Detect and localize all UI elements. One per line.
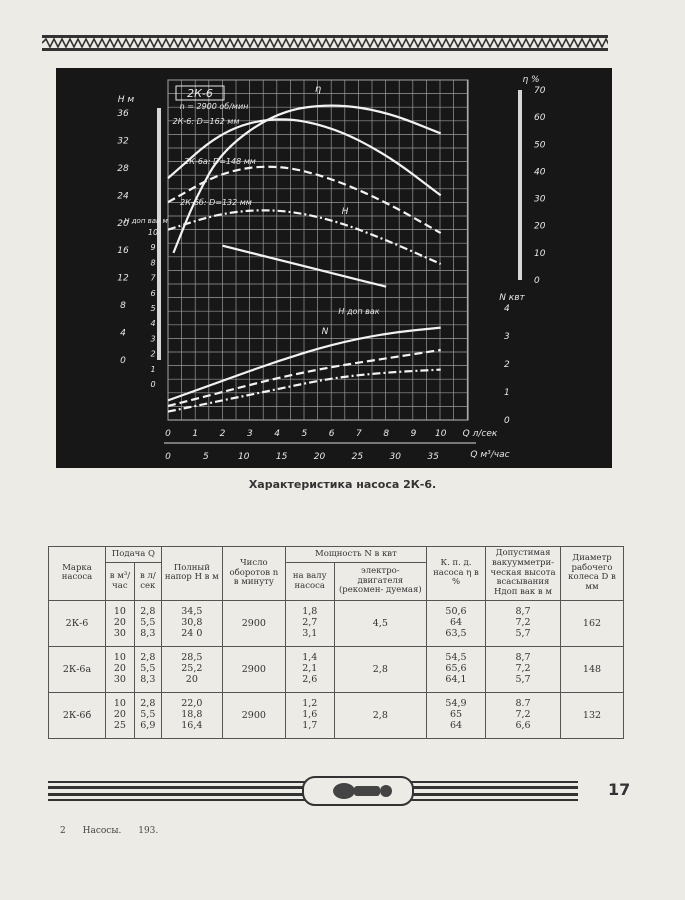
cell-vacuum-height: 8,7 7,2 5,7	[486, 600, 561, 646]
curve-label-2k6b: 2К-6б: D=132 мм	[180, 198, 252, 207]
chart-caption: Характеристика насоса 2К-6.	[248, 478, 437, 491]
marker-Hvac: H доп вак	[338, 307, 380, 316]
tick-eta: 40	[534, 167, 546, 178]
tick-N: 4	[504, 304, 510, 314]
axis-N-label: N квт	[499, 293, 525, 303]
tick-Q-ls: 2	[219, 429, 226, 439]
tick-Hvac: 7	[150, 273, 156, 283]
curve-label-2k6: 2К-6: D=162 мм	[172, 117, 240, 126]
cell-flow-ls: 2,8 5,5 8,3	[134, 600, 161, 646]
tick-N: 0	[504, 416, 510, 426]
cell-head: 28,5 25,2 20	[161, 646, 222, 692]
plot-frame	[168, 80, 468, 420]
cell-flow-m3: 10 20 25	[106, 692, 135, 738]
tick-eta: 0	[534, 276, 540, 286]
tick-eta: 50	[534, 140, 546, 151]
tick-H: 0	[120, 356, 126, 366]
header-flow-ls: в л/сек	[134, 563, 161, 601]
cell-head: 22,0 18,8 16,4	[161, 692, 222, 738]
header-flow: Подача Q	[106, 547, 162, 563]
footer-sheet: 2	[60, 826, 66, 836]
cell-efficiency: 50,6 64 63,5	[427, 600, 486, 646]
tick-Q-m3: 35	[427, 452, 439, 462]
header-power: Мощность N в квт	[285, 547, 426, 563]
cell-diameter: 148	[561, 646, 624, 692]
table-row	[49, 692, 624, 738]
pump-characteristic-chart	[56, 68, 612, 468]
header-motor-power: электро- двигателя (рекомен- дуемая)	[334, 563, 426, 601]
tick-Q-ls: 5	[301, 429, 308, 439]
tick-Hvac: 2	[150, 349, 156, 359]
tick-Hvac: 1	[150, 364, 156, 374]
tick-Q-m3: 0	[165, 452, 171, 462]
tick-eta: 20	[534, 221, 546, 232]
tick-Q-ls: 10	[435, 429, 447, 439]
tick-H: 4	[120, 328, 126, 339]
table-row	[49, 600, 624, 646]
print-footer	[60, 826, 172, 836]
tick-N: 1	[504, 388, 510, 398]
cell-brand: 2К-6б	[49, 692, 106, 738]
tick-Hvac: 5	[150, 304, 156, 313]
cell-vacuum-height: 8,7 7,2 5,7	[486, 646, 561, 692]
pump-data-table	[48, 546, 624, 739]
tick-H: 36	[117, 109, 129, 119]
tick-Q-ls: 4	[274, 429, 280, 439]
axis-Q-m3-label: Q м³/час	[470, 450, 510, 460]
footer-code: 193.	[138, 826, 159, 836]
cell-vacuum-height: 8.7 7,2 6,6	[486, 692, 561, 738]
cell-brand: 2К-6а	[49, 646, 106, 692]
tick-Q-ls: 0	[165, 429, 171, 439]
tick-H: 8	[120, 301, 126, 312]
chart-subtitle: n = 2900 об/мин	[179, 102, 249, 111]
tick-Hvac: 3	[150, 334, 156, 344]
header-diameter: Диаметр рабочего колеса D в мм	[561, 547, 624, 601]
tick-H: 28	[117, 163, 129, 174]
axis-eta-label: η %	[522, 75, 540, 85]
curve-H-доп-вак	[223, 246, 387, 287]
marker-N: N	[321, 327, 329, 337]
cell-efficiency: 54,5 65,6 64,1	[427, 646, 486, 692]
tick-N: 3	[504, 332, 510, 342]
footer-section: Насосы.	[82, 826, 122, 836]
tick-Q-ls: 8	[383, 429, 390, 439]
tick-Hvac: 8	[150, 258, 156, 268]
cell-efficiency: 54,9 65 64	[427, 692, 486, 738]
tick-N: 2	[504, 360, 510, 370]
tick-Q-m3: 10	[238, 452, 250, 462]
tick-eta: 30	[534, 194, 546, 205]
cell-flow-m3: 10 20 30	[106, 646, 135, 692]
cell-flow-m3: 10 20 30	[106, 600, 135, 646]
cell-motor-power: 2,8	[334, 646, 426, 692]
header-shaft-power: на валу насоса	[285, 563, 334, 601]
cell-speed: 2900	[222, 692, 285, 738]
marker-H: H	[341, 207, 349, 217]
tick-H: 12	[117, 273, 129, 284]
header-brand: Марка насоса	[49, 547, 106, 601]
tick-H: 24	[117, 191, 129, 202]
cell-brand: 2К-6	[49, 600, 106, 646]
tick-H: 16	[117, 246, 129, 257]
header-efficiency: К. п. д. насоса η в %	[427, 547, 486, 601]
axis-Q-ls-label: Q л/сек	[462, 429, 498, 439]
cell-speed: 2900	[222, 600, 285, 646]
tick-Q-ls: 7	[356, 429, 362, 439]
tick-Q-m3: 20	[313, 452, 326, 462]
top-ornament-border	[42, 33, 608, 53]
tick-Hvac: 9	[150, 243, 156, 253]
table-row	[49, 646, 624, 692]
axis-Hvac-label: H доп вак м	[124, 217, 168, 225]
tick-Q-ls: 1	[192, 429, 199, 439]
page-number: 17	[608, 780, 631, 799]
cell-flow-ls: 2,8 5,5 6,9	[134, 692, 161, 738]
header-head: Полный напор H в м	[161, 547, 222, 601]
tick-Q-m3: 5	[203, 452, 209, 462]
chart-title: 2К-6	[187, 87, 213, 100]
tick-Q-m3: 15	[275, 452, 288, 462]
tick-Hvac: 6	[150, 288, 156, 298]
bottom-ornament-band	[48, 776, 578, 806]
tick-Q-ls: 3	[246, 429, 253, 439]
tick-eta: 70	[534, 86, 546, 96]
tick-Q-m3: 30	[389, 452, 401, 462]
tick-Q-ls: 6	[328, 429, 335, 439]
tick-Hvac: 0	[150, 380, 156, 389]
tick-Q-ls: 9	[410, 429, 417, 439]
header-speed: Число оборотов n в минуту	[222, 547, 285, 601]
marker-eta: η	[314, 84, 322, 95]
cell-speed: 2900	[222, 646, 285, 692]
tick-eta: 60	[534, 113, 546, 124]
cell-diameter: 132	[561, 692, 624, 738]
header-vacuum-height: Допустимая вакуумметри- ческая высота всасывания Hдоп вак в м	[486, 547, 561, 601]
cell-shaft-power: 1,2 1,6 1,7	[285, 692, 334, 738]
cell-motor-power: 2,8	[334, 692, 426, 738]
cell-shaft-power: 1,8 2,7 3,1	[285, 600, 334, 646]
axis-eta-bar	[518, 90, 522, 280]
cell-head: 34,5 30,8 24 0	[161, 600, 222, 646]
tick-Q-m3: 25	[351, 452, 364, 462]
cell-motor-power: 4,5	[334, 600, 426, 646]
tick-Hvac: 4	[150, 319, 156, 329]
cell-shaft-power: 1,4 2,1 2,6	[285, 646, 334, 692]
cell-flow-ls: 2,8 5,5 8,3	[134, 646, 161, 692]
tick-Hvac: 10	[147, 228, 159, 237]
tick-H: 20	[117, 218, 129, 229]
curve-label-2k6a: 2К-6а: D=148 мм	[184, 157, 256, 166]
header-flow-m3: в м³/час	[106, 563, 135, 601]
cell-diameter: 162	[561, 600, 624, 646]
tick-H: 32	[117, 136, 129, 147]
curve-η-2К-6	[173, 106, 440, 253]
axis-H-label: H м	[117, 95, 135, 105]
tick-eta: 10	[534, 248, 546, 259]
